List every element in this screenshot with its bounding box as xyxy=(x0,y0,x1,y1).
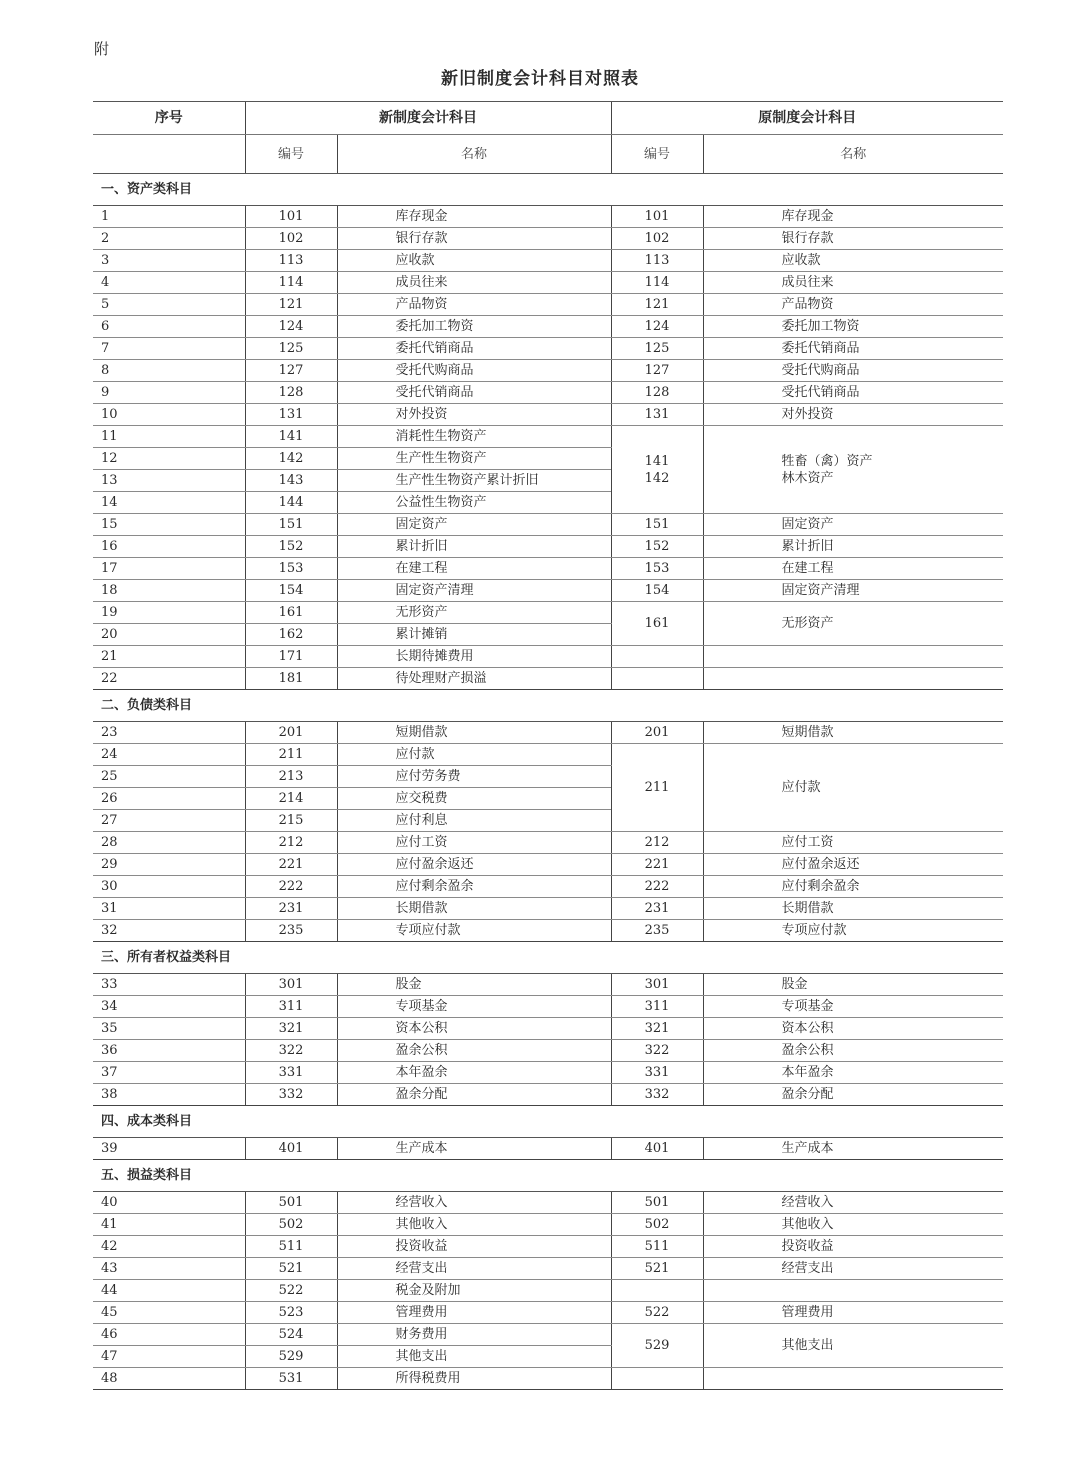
old-code-cell: 152 xyxy=(611,536,703,558)
new-name-cell: 应收款 xyxy=(337,250,611,272)
table-row xyxy=(93,920,1003,942)
table-row xyxy=(93,1138,1003,1160)
new-code-cell: 152 xyxy=(245,536,337,558)
table-body xyxy=(93,174,1003,1390)
new-code-cell: 215 xyxy=(245,810,337,832)
new-name-cell: 生产成本 xyxy=(337,1138,611,1160)
new-code-cell: 531 xyxy=(245,1368,337,1390)
seq-cell: 9 xyxy=(93,382,245,404)
old-code-cell: 322 xyxy=(611,1040,703,1062)
new-code-cell: 121 xyxy=(245,294,337,316)
seq-cell: 12 xyxy=(93,448,245,470)
seq-cell: 48 xyxy=(93,1368,245,1390)
old-name-cell: 应付剩余盈余 xyxy=(703,876,1003,898)
new-code-cell: 131 xyxy=(245,404,337,426)
old-code-cell xyxy=(611,1368,703,1390)
old-name-cell: 受托代购商品 xyxy=(703,360,1003,382)
old-code: 142 xyxy=(644,470,670,486)
new-code-cell: 162 xyxy=(245,624,337,646)
old-code-cell: 521 xyxy=(611,1258,703,1280)
new-name-cell: 专项基金 xyxy=(337,996,611,1018)
new-name-cell: 消耗性生物资产 xyxy=(337,426,611,448)
old-name-cell: 其他收入 xyxy=(703,1214,1003,1236)
new-code-cell: 529 xyxy=(245,1346,337,1368)
new-name-cell: 应付剩余盈余 xyxy=(337,876,611,898)
new-code-cell: 331 xyxy=(245,1062,337,1084)
new-code-cell: 171 xyxy=(245,646,337,668)
old-name: 应付款 xyxy=(781,780,821,795)
seq-cell: 1 xyxy=(93,206,245,228)
old-code-cell: 151 xyxy=(611,514,703,536)
new-code-cell: 521 xyxy=(245,1258,337,1280)
old-name-cell xyxy=(703,668,1003,690)
old-name-cell: 经营支出 xyxy=(703,1258,1003,1280)
new-name-cell: 累计折旧 xyxy=(337,536,611,558)
new-name-cell: 委托加工物资 xyxy=(337,316,611,338)
seq-cell: 25 xyxy=(93,766,245,788)
new-name-cell: 固定资产 xyxy=(337,514,611,536)
new-code-cell: 524 xyxy=(245,1324,337,1346)
table-row xyxy=(93,514,1003,536)
new-name-cell: 资本公积 xyxy=(337,1018,611,1040)
header-new-system: 新制度会计科目 xyxy=(245,102,611,135)
new-code-cell: 113 xyxy=(245,250,337,272)
table-row xyxy=(93,1302,1003,1324)
new-code-cell: 231 xyxy=(245,898,337,920)
old-code-cell: 511 xyxy=(611,1236,703,1258)
old-code-cell: 114 xyxy=(611,272,703,294)
new-code-cell: 151 xyxy=(245,514,337,536)
old-code-cell: 102 xyxy=(611,228,703,250)
seq-cell: 7 xyxy=(93,338,245,360)
old-name: 林木资产 xyxy=(781,470,834,486)
seq-cell: 17 xyxy=(93,558,245,580)
header-old-system: 原制度会计科目 xyxy=(611,102,1003,135)
new-code-cell: 211 xyxy=(245,744,337,766)
old-name-merged-cell xyxy=(703,602,1003,646)
table-row xyxy=(93,228,1003,250)
seq-cell: 31 xyxy=(93,898,245,920)
new-name-cell: 财务费用 xyxy=(337,1324,611,1346)
section-row xyxy=(93,942,1003,974)
new-name-cell: 库存现金 xyxy=(337,206,611,228)
old-code-cell: 235 xyxy=(611,920,703,942)
old-name-cell: 库存现金 xyxy=(703,206,1003,228)
old-name-merged-cell xyxy=(703,426,1003,514)
new-code-cell: 321 xyxy=(245,1018,337,1040)
old-code-cell: 222 xyxy=(611,876,703,898)
old-code-cell: 301 xyxy=(611,974,703,996)
table-row xyxy=(93,1192,1003,1214)
table-row xyxy=(93,536,1003,558)
old-name-cell: 生产成本 xyxy=(703,1138,1003,1160)
seq-cell: 14 xyxy=(93,492,245,514)
table-row xyxy=(93,832,1003,854)
seq-cell: 39 xyxy=(93,1138,245,1160)
old-name-cell: 盈余公积 xyxy=(703,1040,1003,1062)
old-code-cell xyxy=(611,646,703,668)
old-name-cell: 固定资产清理 xyxy=(703,580,1003,602)
table-row xyxy=(93,1324,1003,1346)
table-row xyxy=(93,898,1003,920)
seq-cell: 21 xyxy=(93,646,245,668)
old-name-cell xyxy=(703,1280,1003,1302)
old-name-cell: 经营收入 xyxy=(703,1192,1003,1214)
old-name-merged-cell xyxy=(703,1324,1003,1368)
new-code-cell: 128 xyxy=(245,382,337,404)
new-code-cell: 153 xyxy=(245,558,337,580)
new-name-cell: 经营收入 xyxy=(337,1192,611,1214)
table-row xyxy=(93,404,1003,426)
new-code-cell: 212 xyxy=(245,832,337,854)
old-name-merged-cell xyxy=(703,744,1003,832)
table-row xyxy=(93,558,1003,580)
new-name-cell: 长期借款 xyxy=(337,898,611,920)
appendix-mark: 附 xyxy=(94,40,110,58)
old-code: 529 xyxy=(644,1338,670,1353)
new-name-cell: 公益性生物资产 xyxy=(337,492,611,514)
seq-cell: 3 xyxy=(93,250,245,272)
old-code-cell: 311 xyxy=(611,996,703,1018)
old-code-cell: 101 xyxy=(611,206,703,228)
new-code-cell: 181 xyxy=(245,668,337,690)
table-row xyxy=(93,338,1003,360)
table-row xyxy=(93,1018,1003,1040)
section-label: 三、所有者权益类科目 xyxy=(93,942,1003,974)
seq-cell: 33 xyxy=(93,974,245,996)
new-code-cell: 311 xyxy=(245,996,337,1018)
seq-cell: 23 xyxy=(93,722,245,744)
old-name-cell: 累计折旧 xyxy=(703,536,1003,558)
old-code-cell: 231 xyxy=(611,898,703,920)
table-row xyxy=(93,876,1003,898)
section-row xyxy=(93,690,1003,722)
new-code-cell: 161 xyxy=(245,602,337,624)
seq-cell: 37 xyxy=(93,1062,245,1084)
old-name-cell xyxy=(703,646,1003,668)
seq-cell: 35 xyxy=(93,1018,245,1040)
new-name-cell: 待处理财产损溢 xyxy=(337,668,611,690)
old-code-cell: 212 xyxy=(611,832,703,854)
seq-cell: 19 xyxy=(93,602,245,624)
old-name-cell: 固定资产 xyxy=(703,514,1003,536)
old-name-cell: 资本公积 xyxy=(703,1018,1003,1040)
new-name-cell: 委托代销商品 xyxy=(337,338,611,360)
table-row xyxy=(93,382,1003,404)
new-code-cell: 235 xyxy=(245,920,337,942)
table-row xyxy=(93,854,1003,876)
seq-cell: 26 xyxy=(93,788,245,810)
table-row xyxy=(93,1368,1003,1390)
table-row xyxy=(93,1258,1003,1280)
old-name-cell: 应付盈余返还 xyxy=(703,854,1003,876)
old-name-cell: 成员往来 xyxy=(703,272,1003,294)
new-code-cell: 201 xyxy=(245,722,337,744)
seq-cell: 10 xyxy=(93,404,245,426)
new-code-cell: 154 xyxy=(245,580,337,602)
new-code-cell: 127 xyxy=(245,360,337,382)
seq-cell: 24 xyxy=(93,744,245,766)
new-name-cell: 长期待摊费用 xyxy=(337,646,611,668)
old-code-cell: 522 xyxy=(611,1302,703,1324)
new-name-cell: 受托代销商品 xyxy=(337,382,611,404)
new-name-cell: 所得税费用 xyxy=(337,1368,611,1390)
account-comparison-table xyxy=(93,101,1003,1390)
header-new-code: 编号 xyxy=(245,135,337,174)
section-row xyxy=(93,1160,1003,1192)
old-name-cell: 应付工资 xyxy=(703,832,1003,854)
old-name-cell: 在建工程 xyxy=(703,558,1003,580)
new-name-cell: 税金及附加 xyxy=(337,1280,611,1302)
old-name-cell: 本年盈余 xyxy=(703,1062,1003,1084)
new-name-cell: 应付劳务费 xyxy=(337,766,611,788)
old-code-cell: 502 xyxy=(611,1214,703,1236)
page-title: 新旧制度会计科目对照表 xyxy=(441,69,639,89)
seq-cell: 15 xyxy=(93,514,245,536)
new-name-cell: 盈余公积 xyxy=(337,1040,611,1062)
table-row xyxy=(93,1040,1003,1062)
old-name-cell: 专项应付款 xyxy=(703,920,1003,942)
header-old-code: 编号 xyxy=(611,135,703,174)
new-name-cell: 应付工资 xyxy=(337,832,611,854)
new-name-cell: 经营支出 xyxy=(337,1258,611,1280)
new-code-cell: 502 xyxy=(245,1214,337,1236)
old-name: 其他支出 xyxy=(781,1338,834,1353)
table-row xyxy=(93,974,1003,996)
header-seq: 序号 xyxy=(93,102,245,135)
old-code-merged-cell xyxy=(611,1324,703,1368)
old-name-cell: 委托加工物资 xyxy=(703,316,1003,338)
old-code: 211 xyxy=(644,780,670,795)
table-row xyxy=(93,646,1003,668)
new-code-cell: 523 xyxy=(245,1302,337,1324)
seq-cell: 45 xyxy=(93,1302,245,1324)
table-row xyxy=(93,668,1003,690)
table-row xyxy=(93,294,1003,316)
old-name-cell: 盈余分配 xyxy=(703,1084,1003,1106)
table-row xyxy=(93,1084,1003,1106)
old-name-cell: 长期借款 xyxy=(703,898,1003,920)
seq-cell: 30 xyxy=(93,876,245,898)
seq-cell: 47 xyxy=(93,1346,245,1368)
old-code: 161 xyxy=(644,616,670,631)
old-code-cell: 321 xyxy=(611,1018,703,1040)
old-name-cell: 股金 xyxy=(703,974,1003,996)
old-name-cell: 投资收益 xyxy=(703,1236,1003,1258)
new-code-cell: 511 xyxy=(245,1236,337,1258)
new-name-cell: 无形资产 xyxy=(337,602,611,624)
old-code-cell: 332 xyxy=(611,1084,703,1106)
new-name-cell: 对外投资 xyxy=(337,404,611,426)
table-row xyxy=(93,360,1003,382)
new-name-cell: 其他收入 xyxy=(337,1214,611,1236)
new-name-cell: 固定资产清理 xyxy=(337,580,611,602)
header-old-name: 名称 xyxy=(703,135,1003,174)
table-row xyxy=(93,996,1003,1018)
old-code-cell: 201 xyxy=(611,722,703,744)
seq-cell: 8 xyxy=(93,360,245,382)
seq-cell: 6 xyxy=(93,316,245,338)
table-row xyxy=(93,426,1003,448)
section-label: 四、成本类科目 xyxy=(93,1106,1003,1138)
old-code-cell: 401 xyxy=(611,1138,703,1160)
old-name-cell: 产品物资 xyxy=(703,294,1003,316)
old-name-cell: 应收款 xyxy=(703,250,1003,272)
table-row xyxy=(93,722,1003,744)
old-code-merged-cell xyxy=(611,602,703,646)
table-row xyxy=(93,316,1003,338)
old-code-cell: 124 xyxy=(611,316,703,338)
new-code-cell: 401 xyxy=(245,1138,337,1160)
seq-cell: 46 xyxy=(93,1324,245,1346)
new-code-cell: 124 xyxy=(245,316,337,338)
seq-cell: 13 xyxy=(93,470,245,492)
old-name: 无形资产 xyxy=(781,616,834,631)
new-code-cell: 144 xyxy=(245,492,337,514)
old-code: 141 xyxy=(644,453,670,469)
new-code-cell: 142 xyxy=(245,448,337,470)
new-name-cell: 产品物资 xyxy=(337,294,611,316)
section-label: 二、负债类科目 xyxy=(93,690,1003,722)
seq-cell: 2 xyxy=(93,228,245,250)
new-name-cell: 成员往来 xyxy=(337,272,611,294)
table-row xyxy=(93,1062,1003,1084)
table-row xyxy=(93,206,1003,228)
seq-cell: 27 xyxy=(93,810,245,832)
old-name: 牲畜（禽）资产 xyxy=(781,453,873,469)
seq-cell: 20 xyxy=(93,624,245,646)
new-name-cell: 生产性生物资产累计折旧 xyxy=(337,470,611,492)
seq-cell: 43 xyxy=(93,1258,245,1280)
table-row xyxy=(93,272,1003,294)
old-code-cell xyxy=(611,668,703,690)
old-code-cell: 125 xyxy=(611,338,703,360)
old-code-cell: 113 xyxy=(611,250,703,272)
table-row xyxy=(93,1236,1003,1258)
table-row xyxy=(93,1214,1003,1236)
new-code-cell: 522 xyxy=(245,1280,337,1302)
seq-cell: 34 xyxy=(93,996,245,1018)
new-name-cell: 银行存款 xyxy=(337,228,611,250)
old-code-cell: 127 xyxy=(611,360,703,382)
seq-cell: 44 xyxy=(93,1280,245,1302)
seq-cell: 28 xyxy=(93,832,245,854)
old-name-cell: 银行存款 xyxy=(703,228,1003,250)
new-code-cell: 322 xyxy=(245,1040,337,1062)
seq-cell: 5 xyxy=(93,294,245,316)
old-code-cell: 131 xyxy=(611,404,703,426)
old-name-cell xyxy=(703,1368,1003,1390)
new-name-cell: 在建工程 xyxy=(337,558,611,580)
section-label: 五、损益类科目 xyxy=(93,1160,1003,1192)
seq-cell: 42 xyxy=(93,1236,245,1258)
new-code-cell: 501 xyxy=(245,1192,337,1214)
old-code-cell: 153 xyxy=(611,558,703,580)
seq-cell: 41 xyxy=(93,1214,245,1236)
section-row xyxy=(93,174,1003,206)
new-name-cell: 管理费用 xyxy=(337,1302,611,1324)
old-name-cell: 短期借款 xyxy=(703,722,1003,744)
header-new-name: 名称 xyxy=(337,135,611,174)
new-code-cell: 101 xyxy=(245,206,337,228)
new-name-cell: 应付盈余返还 xyxy=(337,854,611,876)
old-name-cell: 委托代销商品 xyxy=(703,338,1003,360)
old-code-cell: 154 xyxy=(611,580,703,602)
section-label: 一、资产类科目 xyxy=(93,174,1003,206)
table-row xyxy=(93,250,1003,272)
old-code-cell: 128 xyxy=(611,382,703,404)
table-row xyxy=(93,602,1003,624)
section-row xyxy=(93,1106,1003,1138)
new-code-cell: 214 xyxy=(245,788,337,810)
old-code-cell: 501 xyxy=(611,1192,703,1214)
seq-cell: 38 xyxy=(93,1084,245,1106)
seq-cell: 29 xyxy=(93,854,245,876)
new-name-cell: 本年盈余 xyxy=(337,1062,611,1084)
old-name-cell: 对外投资 xyxy=(703,404,1003,426)
old-name-cell: 管理费用 xyxy=(703,1302,1003,1324)
new-code-cell: 213 xyxy=(245,766,337,788)
new-name-cell: 盈余分配 xyxy=(337,1084,611,1106)
old-name-cell: 受托代销商品 xyxy=(703,382,1003,404)
new-name-cell: 应交税费 xyxy=(337,788,611,810)
seq-cell: 11 xyxy=(93,426,245,448)
seq-cell: 4 xyxy=(93,272,245,294)
new-name-cell: 投资收益 xyxy=(337,1236,611,1258)
new-name-cell: 累计摊销 xyxy=(337,624,611,646)
new-code-cell: 301 xyxy=(245,974,337,996)
seq-cell: 18 xyxy=(93,580,245,602)
new-name-cell: 生产性生物资产 xyxy=(337,448,611,470)
old-code-cell: 221 xyxy=(611,854,703,876)
header-seq-blank xyxy=(93,135,245,174)
table-row xyxy=(93,580,1003,602)
old-code-cell: 331 xyxy=(611,1062,703,1084)
old-name-cell: 专项基金 xyxy=(703,996,1003,1018)
seq-cell: 40 xyxy=(93,1192,245,1214)
new-code-cell: 141 xyxy=(245,426,337,448)
new-code-cell: 114 xyxy=(245,272,337,294)
new-name-cell: 其他支出 xyxy=(337,1346,611,1368)
seq-cell: 32 xyxy=(93,920,245,942)
seq-cell: 22 xyxy=(93,668,245,690)
new-code-cell: 332 xyxy=(245,1084,337,1106)
new-name-cell: 应付款 xyxy=(337,744,611,766)
new-code-cell: 125 xyxy=(245,338,337,360)
new-code-cell: 143 xyxy=(245,470,337,492)
old-code-cell xyxy=(611,1280,703,1302)
new-name-cell: 受托代购商品 xyxy=(337,360,611,382)
old-code-merged-cell xyxy=(611,744,703,832)
table-row xyxy=(93,744,1003,766)
new-name-cell: 专项应付款 xyxy=(337,920,611,942)
seq-cell: 36 xyxy=(93,1040,245,1062)
new-code-cell: 102 xyxy=(245,228,337,250)
new-name-cell: 短期借款 xyxy=(337,722,611,744)
new-name-cell: 应付利息 xyxy=(337,810,611,832)
new-code-cell: 222 xyxy=(245,876,337,898)
seq-cell: 16 xyxy=(93,536,245,558)
new-name-cell: 股金 xyxy=(337,974,611,996)
old-code-merged-cell xyxy=(611,426,703,514)
table-row xyxy=(93,1280,1003,1302)
old-code-cell: 121 xyxy=(611,294,703,316)
new-code-cell: 221 xyxy=(245,854,337,876)
